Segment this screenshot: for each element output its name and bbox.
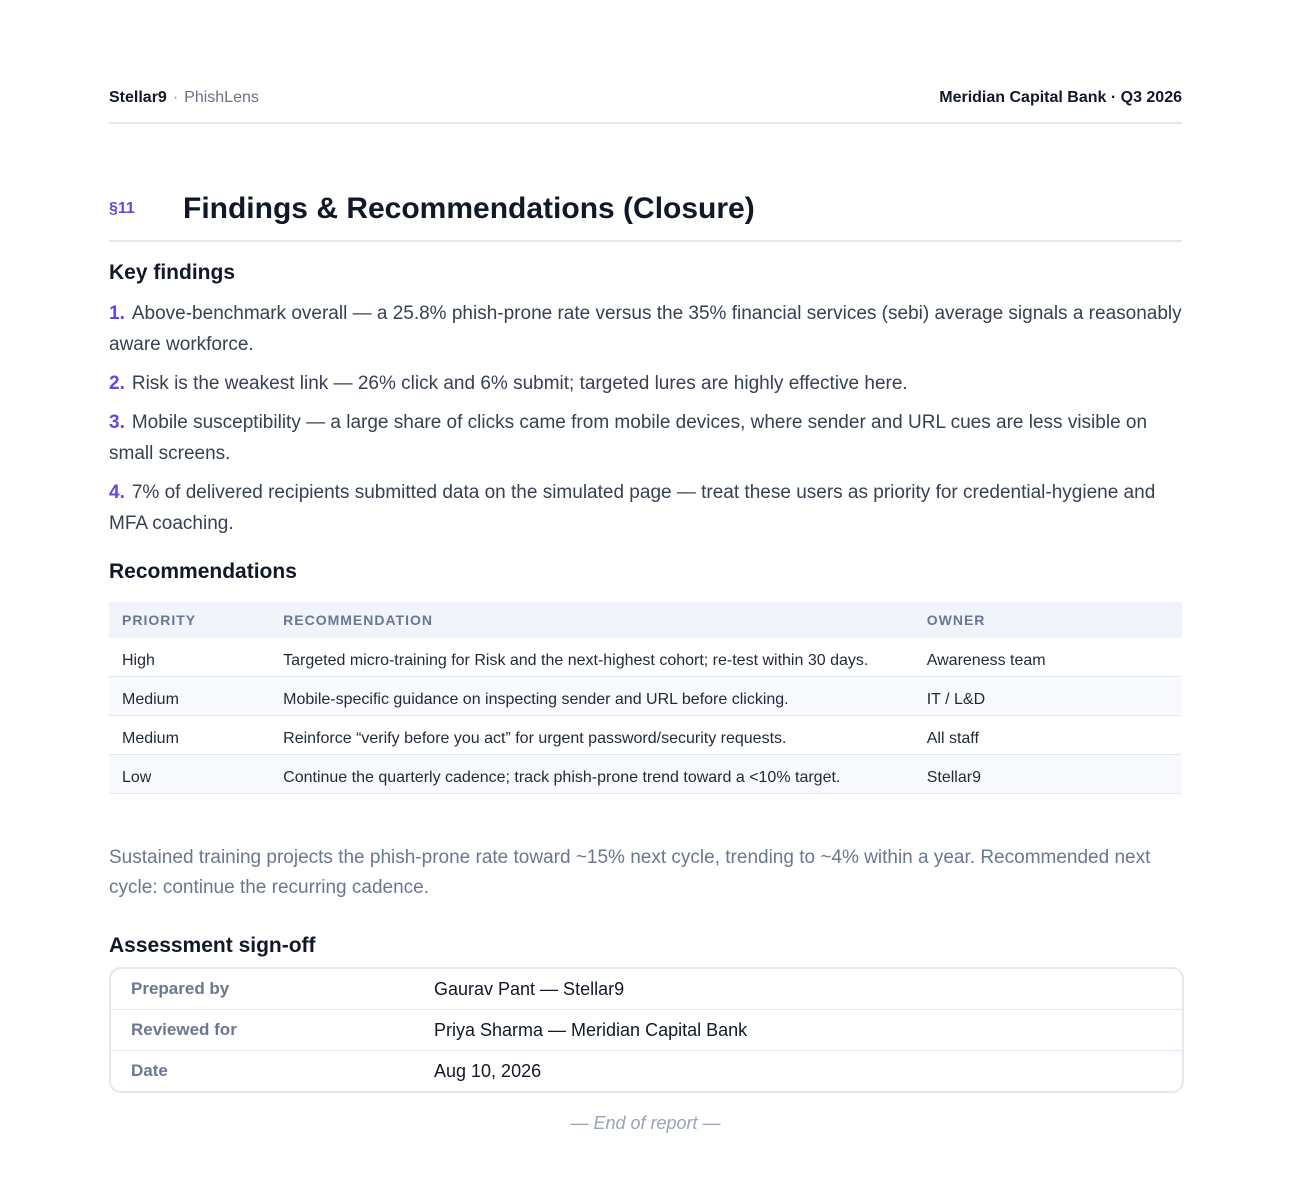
signoff-label: Prepared by	[131, 979, 230, 998]
table-row	[109, 755, 1182, 794]
brand-separator: ·	[172, 89, 179, 106]
table-row	[109, 677, 1182, 716]
client-period: Meridian Capital Bank · Q3 2026	[939, 89, 1182, 106]
signoff-label: Reviewed for	[131, 1020, 237, 1039]
findings-list	[109, 298, 1182, 547]
signoff-row	[111, 1010, 1182, 1051]
owner-cell: Awareness team	[914, 638, 1182, 677]
section-number: §11	[109, 200, 135, 217]
signoff-row	[111, 1051, 1182, 1091]
key-findings-heading: Key findings	[109, 261, 236, 284]
owner-cell: IT / L&D	[914, 677, 1182, 716]
projection-note: Sustained training projects the phish-prone rate toward ~15% next cycle, trending to ~4% within a year. Recommended next cycle: continue the recurring cadence.	[109, 847, 1151, 898]
priority-cell: Medium	[109, 677, 270, 716]
signoff-heading: Assessment sign-off	[109, 934, 316, 957]
signoff-table	[109, 967, 1184, 1093]
finding-item	[109, 298, 1182, 360]
recommendation-cell: Targeted micro-training for Risk and the next-highest cohort; re-test within 30 days.	[270, 638, 914, 677]
product-name: PhishLens	[184, 89, 259, 106]
priority-cell: High	[109, 638, 270, 677]
signoff-label: Date	[131, 1061, 168, 1080]
finding-item	[109, 407, 1182, 469]
signoff-value: Aug 10, 2026	[434, 1060, 542, 1081]
finding-number: 4.	[109, 482, 125, 503]
signoff-value: Priya Sharma — Meridian Capital Bank	[434, 1019, 748, 1040]
recommendations-heading: Recommendations	[109, 560, 297, 583]
finding-number: 3.	[109, 412, 125, 433]
recommendation-cell: Continue the quarterly cadence; track phish-prone trend toward a <10% target.	[270, 755, 914, 794]
column-header-priority: PRIORITY	[109, 602, 270, 638]
end-of-report: — End of report —	[570, 1113, 721, 1133]
brand-name: Stellar9	[109, 89, 167, 106]
finding-text: 7% of delivered recipients submitted data on the simulated page — treat these users as priority for credential-hygiene and MFA coaching.	[109, 482, 1156, 534]
finding-item	[109, 368, 1182, 399]
priority-cell: Medium	[109, 716, 270, 755]
recommendation-cell: Reinforce “verify before you act” for urgent password/security requests.	[270, 716, 914, 755]
column-header-recommendation: RECOMMENDATION	[270, 602, 914, 638]
priority-cell: Low	[109, 755, 270, 794]
table-header-row	[109, 602, 1182, 638]
table-row	[109, 716, 1182, 755]
finding-item	[109, 477, 1182, 539]
finding-number: 1.	[109, 303, 125, 324]
column-header-owner: OWNER	[914, 602, 1182, 638]
signoff-value: Gaurav Pant — Stellar9	[434, 978, 625, 999]
recommendation-cell: Mobile-specific guidance on inspecting sender and URL before clicking.	[270, 677, 914, 716]
signoff-row	[111, 969, 1182, 1010]
finding-number: 2.	[109, 373, 125, 394]
report-header	[109, 86, 1182, 124]
owner-cell: All staff	[914, 716, 1182, 755]
brand	[109, 86, 259, 110]
owner-cell: Stellar9	[914, 755, 1182, 794]
finding-text: Mobile susceptibility — a large share of clicks came from mobile devices, where sender and URL cues are less visible on small screens.	[109, 412, 1148, 464]
finding-text: Risk is the weakest link — 26% click and 6% submit; targeted lures are highly effective here.	[131, 373, 908, 394]
recommendations-table	[109, 602, 1182, 794]
section-title: Findings & Recommendations (Closure)	[183, 192, 755, 225]
finding-text: Above-benchmark overall — a 25.8% phish-prone rate versus the 35% financial services (sebi) average signals a reasonably aware workforce.	[109, 303, 1182, 355]
table-row	[109, 638, 1182, 677]
section-header	[109, 186, 1182, 242]
